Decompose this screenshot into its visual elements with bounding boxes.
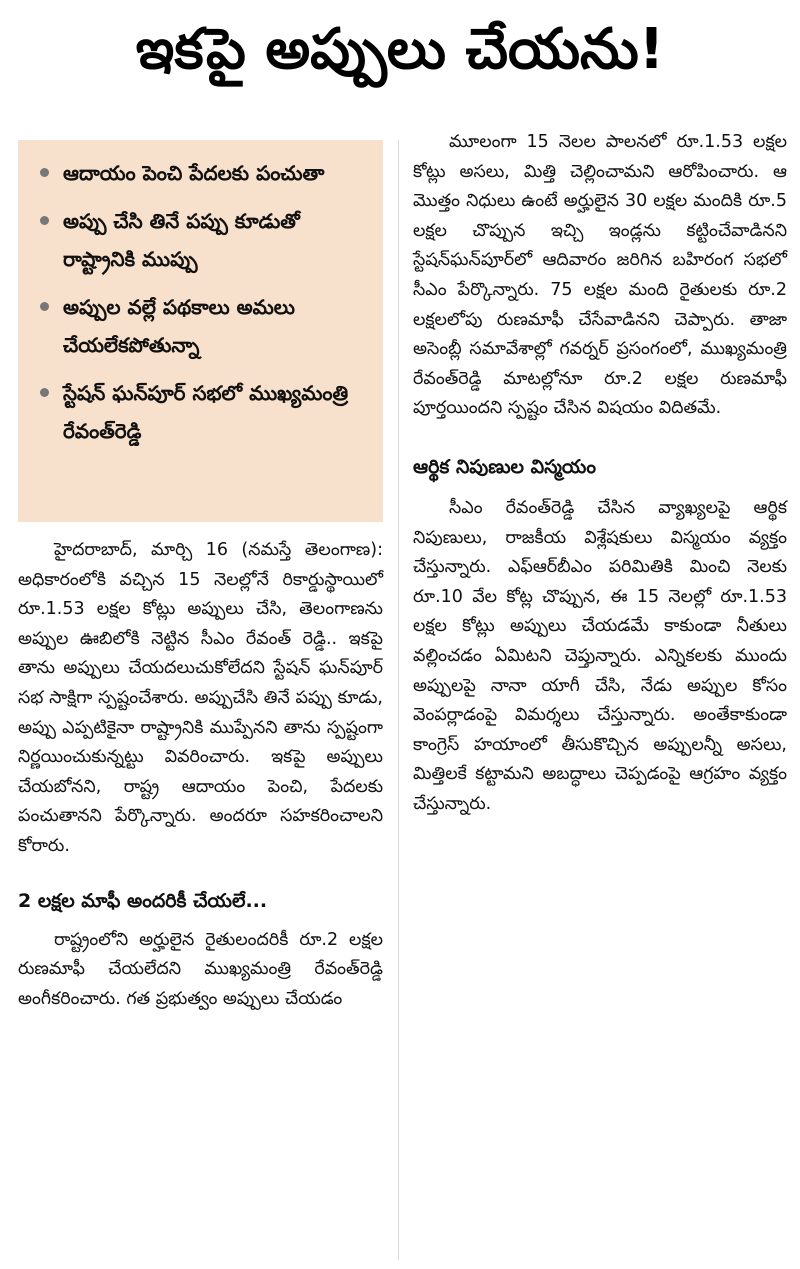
bullet-icon — [40, 388, 49, 397]
left-column — [18, 140, 383, 1269]
highlight-text: అప్పుల వల్లే పథకాలు అమలు చేయలేకపోతున్నా — [63, 295, 295, 357]
highlight-text: అప్పు చేసి తినే పప్పు కూడుతో రాష్ట్రానికి ముప్పు — [63, 209, 300, 271]
article-paragraph: హైదరాబాద్, మార్చి 16 (నమస్తే తెలంగాణ): అధికారంలోకి వచ్చిన 15 నెలల్లోనే రికార్డుస్థాయిలో రూ.1.53 లక్షల కోట్లు అప్పులు చేసి, తెలంగాణను అప్పుల ఊబిలోకి నెట్టిన సీఎం రేవంత్ రెడ్డి.. ఇకపై తాను అప్పులు చేయదలుచుకోలేదని స్టేషన్ ఘన్‌పూర్ సభ సాక్షిగా స్పష్టంచేశారు. అప్పుచేసి తినే పప్పు కూడు, అప్పు ఎప్పటికైనా రాష్ట్రానికి ముప్పేనని తాను స్పష్టంగా నిర్ణయించుకున్నట్టు వివరించారు. ఇకపై అప్పులు చేయబోనని, రాష్ట్ర ఆదాయం పెంచి, పేదలకు పంచుతానని పేర్కొన్నారు. అందరూ సహకరించాలని కోరారు. — [18, 540, 383, 856]
section-subheading: 2 లక్షల మాఫీ అందరికీ చేయలే... — [18, 889, 268, 912]
headline: ఇకపై అప్పులు చేయను! — [135, 16, 665, 82]
article-paragraph: మూలంగా 15 నెలల పాలనలో రూ.1.53 లక్షల కోట్లు అసలు, మిత్తి చెల్లించామని ఆరోపించారు. ఆ మొత్తం నిధులు ఉంటే అర్హులైన 30 లక్షల మందికి రూ.5 లక్షల చొప్పున ఇచ్చి ఇండ్లను కట్టించేవాడినని స్టేషన్‌ఘన్‌పూర్‌లో ఆదివారం జరిగిన బహిరంగ సభలో సీఎం పేర్కొన్నారు. 75 లక్షల మంది రైతులకు రూ.2 లక్షలలోపు రుణమాఫీ చేసేవాడినని చెప్పారు. తాజా అసెంబ్లీ సమావేశాల్లో గవర్నర్ ప్రసంగంలో, ముఖ్యమంత్రి రేవంత్‌రెడ్డి మాటల్లోనూ రూ.2 లక్షల రుణమాఫీ పూర్తయిందని స్పష్టం చేసిన విషయం విదితమే. — [413, 132, 787, 419]
highlights-box — [18, 140, 383, 522]
highlight-item — [40, 374, 371, 450]
article-paragraph: సీఎం రేవంత్‌రెడ్డి చేసిన వ్యాఖ్యలపై ఆర్థిక నిపుణులు, రాజకీయ విశ్లేషకులు విస్మయం వ్యక్తం చేస్తున్నారు. ఎఫ్‌ఆర్‌బీఎం పరిమితికి మించి నెలకు రూ.10 వేల కోట్ల చొప్పున, ఈ 15 నెలల్లో రూ.1.53 లక్షల కోట్లు అప్పులు చేయడమే కాకుండా నీతులు వల్లించడం ఏమిటని చెప్తున్నారు. ఎన్నికలకు ముందు అప్పులపై నానా యాగీ చేసి, నేడు అప్పుల కోసం వెంపర్లాడంపై విమర్శలు చేస్తున్నారు. అంతేకాకుండా కాంగ్రెస్ హయాంలో తీసుకొచ్చిన అప్పులన్నీ అసలు, మిత్తిలకే కట్టామని అబద్ధాలు చెప్పడంపై ఆగ్రహం వ్యక్తం చేస్తున్నారు. — [413, 497, 787, 814]
bullet-icon — [40, 302, 49, 311]
bullet-icon — [40, 216, 49, 225]
highlight-text: స్టేషన్ ఘన్‌పూర్ సభలో ముఖ్యమంత్రి రేవంత్‌రెడ్డి — [63, 381, 349, 443]
highlight-item — [40, 202, 371, 278]
highlight-item — [40, 288, 371, 364]
section-subheading: ఆర్థిక నిపుణుల విస్మయం — [413, 455, 596, 478]
right-column — [413, 132, 787, 1269]
article-paragraph: రాష్ట్రంలోని అర్హులైన రైతులందరికీ రూ.2 లక్షల రుణమాఫీ చేయలేదని ముఖ్యమంత్రి రేవంత్‌రెడ్డి అంగీకరించారు. గత ప్రభుత్వం అప్పులు చేయడం — [18, 929, 383, 1009]
highlight-item — [40, 154, 371, 192]
bullet-icon — [40, 168, 49, 177]
column-divider — [398, 140, 399, 1260]
highlight-text: ఆదాయం పెంచి పేదలకు పంచుతా — [63, 161, 325, 185]
